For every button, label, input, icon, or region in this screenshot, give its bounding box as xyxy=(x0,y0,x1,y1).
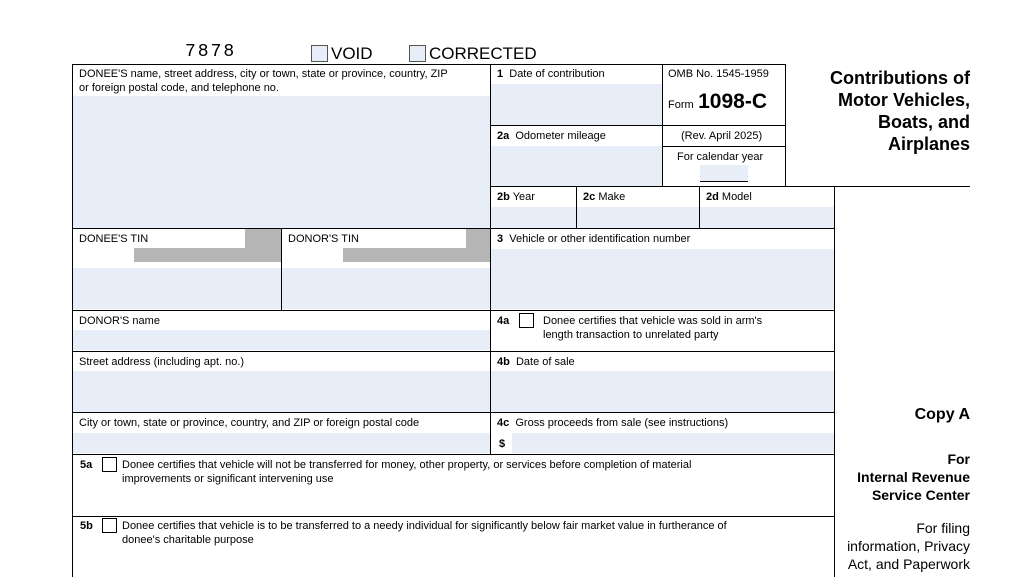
model-field[interactable] xyxy=(700,207,834,228)
title-bottom-rule xyxy=(785,186,970,187)
box5b-num: 5b xyxy=(80,520,93,532)
city-field[interactable] xyxy=(73,433,490,453)
donee-tin-label: DONEE'S TIN xyxy=(79,233,149,245)
box5a-label: Donee certifies that vehicle will not be transferred for money, other property, or services before completion of material xyxy=(122,459,692,471)
filing-line-2: information, Privacy xyxy=(847,538,970,554)
donor-tin-redaction-bar xyxy=(343,248,490,262)
row-516-rule xyxy=(72,516,835,517)
donor-tin-label: DONOR'S TIN xyxy=(288,233,359,245)
form-title-line-1: Contributions of xyxy=(830,68,970,88)
omb-lower-rule xyxy=(662,146,785,147)
street-label: Street address (including apt. no.) xyxy=(79,356,245,368)
omb-box-right xyxy=(785,64,786,187)
donee-tin-field[interactable] xyxy=(73,268,281,309)
form-code: 7878 xyxy=(185,42,237,62)
filing-line-1: For filing xyxy=(916,520,970,536)
corrected-label: CORRECTED xyxy=(429,44,537,63)
box2a-bottom-rule xyxy=(490,186,785,187)
copy-irs-line-2: Service Center xyxy=(871,487,970,503)
box4a-label-2: length transaction to unrelated party xyxy=(543,329,719,341)
box1-label: 1 Date of contribution xyxy=(497,68,605,80)
row-310-rule xyxy=(72,310,835,311)
year-field[interactable] xyxy=(491,207,576,228)
omb-number: OMB No. 1545-1959 xyxy=(668,68,769,80)
row-454-rule xyxy=(72,454,835,455)
corrected-checkbox[interactable] xyxy=(409,45,426,62)
donor-tin-field[interactable] xyxy=(282,268,490,309)
vin-field[interactable] xyxy=(491,249,834,309)
city-label: City or town, state or province, country, and ZIP or foreign postal code xyxy=(79,417,420,429)
revision-label: (Rev. April 2025) xyxy=(681,130,763,142)
donee-name-field[interactable] xyxy=(73,96,490,228)
copy-for-label: For xyxy=(947,451,970,467)
odometer-field[interactable] xyxy=(491,146,662,186)
void-checkbox[interactable] xyxy=(311,45,328,62)
box5b-label-2: donee's charitable purpose xyxy=(122,534,254,546)
gross-proceeds-field[interactable] xyxy=(512,433,834,453)
date-of-sale-field[interactable] xyxy=(491,371,834,412)
box4a-checkbox[interactable] xyxy=(519,313,534,328)
copy-irs-line-1: Internal Revenue xyxy=(857,469,970,485)
row-351-rule xyxy=(72,351,835,352)
box5a-label-2: improvements or significant intervening use xyxy=(122,473,334,485)
calendar-year-underline xyxy=(700,181,748,182)
box1-bottom-rule xyxy=(490,125,663,126)
form-number-text: 1098-C xyxy=(698,90,768,113)
box2d-label: 2d Model xyxy=(706,191,752,203)
calendar-year-field[interactable] xyxy=(700,165,748,181)
donee-tin-redaction-bar xyxy=(134,248,281,262)
form-title-line-4: Airplanes xyxy=(887,134,970,154)
void-label: VOID xyxy=(331,44,373,63)
box5a-num: 5a xyxy=(80,459,93,471)
donor-name-label: DONOR'S name xyxy=(79,315,160,327)
box4a-num: 4a xyxy=(497,315,510,327)
filing-line-3: Act, and Paperwork xyxy=(847,556,970,572)
copy-label: Copy A xyxy=(914,406,970,423)
box5b-label: Donee certifies that vehicle is to be transferred to a needy individual for significantly below fair market value in furtherance of xyxy=(122,520,727,532)
box5b-checkbox[interactable] xyxy=(102,518,117,533)
form-word: Form xyxy=(668,99,694,111)
form-title-line-3: Boats, and xyxy=(877,112,970,132)
box4c-currency: $ xyxy=(499,438,506,450)
street-field[interactable] xyxy=(73,371,490,412)
box3-label: 3 Vehicle or other identification number xyxy=(497,233,691,245)
donee-name-label-2: or foreign postal code, and telephone no. xyxy=(79,82,279,94)
box5a-checkbox[interactable] xyxy=(102,457,117,472)
box4a-label: Donee certifies that vehicle was sold in arm's xyxy=(543,315,763,327)
donee-name-label: DONEE'S name, street address, city or town, state or province, country, ZIP xyxy=(79,68,448,80)
row-228-rule xyxy=(72,228,835,229)
box2-right-border xyxy=(834,186,835,577)
make-field[interactable] xyxy=(577,207,699,228)
donor-name-field[interactable] xyxy=(73,330,490,350)
calendar-year-label: For calendar year xyxy=(677,151,764,163)
omb-mid-rule xyxy=(662,125,785,126)
date-of-contribution-field[interactable] xyxy=(491,84,662,125)
box2c-label: 2c Make xyxy=(583,191,626,203)
form-number xyxy=(668,90,767,114)
box4b-label: 4b Date of sale xyxy=(497,356,575,368)
box4c-label: 4c Gross proceeds from sale (see instructions) xyxy=(497,417,729,429)
row-412-rule xyxy=(72,412,835,413)
box2b-label: 2b Year xyxy=(497,191,535,203)
box2a-label: 2a Odometer mileage xyxy=(497,130,606,142)
form-top-border xyxy=(72,64,786,65)
form-title-line-2: Motor Vehicles, xyxy=(837,90,970,110)
